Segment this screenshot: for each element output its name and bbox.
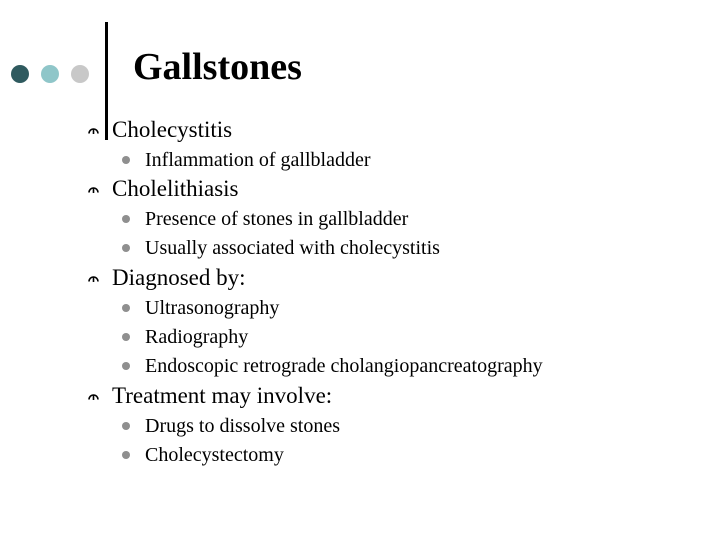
sub-list-item: Ultrasonography xyxy=(145,297,280,319)
dot-bullet-icon xyxy=(122,422,130,430)
list-item: Cholelithiasis xyxy=(112,176,239,201)
decorative-dot-dark xyxy=(11,65,29,83)
dot-bullet-icon xyxy=(122,451,130,459)
list-item: Diagnosed by: xyxy=(112,265,246,290)
list-item: Treatment may involve: xyxy=(112,383,333,408)
ring-bullet-icon xyxy=(87,273,100,286)
title-divider xyxy=(105,22,108,140)
slide-title: Gallstones xyxy=(133,46,302,88)
dot-bullet-icon xyxy=(122,156,130,164)
decorative-dot-teal xyxy=(41,65,59,83)
sub-list-item: Usually associated with cholecystitis xyxy=(145,237,440,259)
dot-bullet-icon xyxy=(122,215,130,223)
ring-bullet-icon xyxy=(87,184,100,197)
ring-bullet-icon xyxy=(87,391,100,404)
sub-list-item: Radiography xyxy=(145,326,249,348)
ring-bullet-icon xyxy=(87,125,100,138)
decorative-dot-gray xyxy=(71,65,89,83)
list-item: Cholecystitis xyxy=(112,117,233,142)
dot-bullet-icon xyxy=(122,304,130,312)
sub-list-item: Endoscopic retrograde cholangiopancreatography xyxy=(145,355,543,377)
dot-bullet-icon xyxy=(122,244,130,252)
sub-list-item: Inflammation of gallbladder xyxy=(145,149,371,171)
sub-list-item: Drugs to dissolve stones xyxy=(145,415,340,437)
dot-bullet-icon xyxy=(122,362,130,370)
sub-list-item: Cholecystectomy xyxy=(145,444,284,466)
dot-bullet-icon xyxy=(122,333,130,341)
sub-list-item: Presence of stones in gallbladder xyxy=(145,208,409,230)
